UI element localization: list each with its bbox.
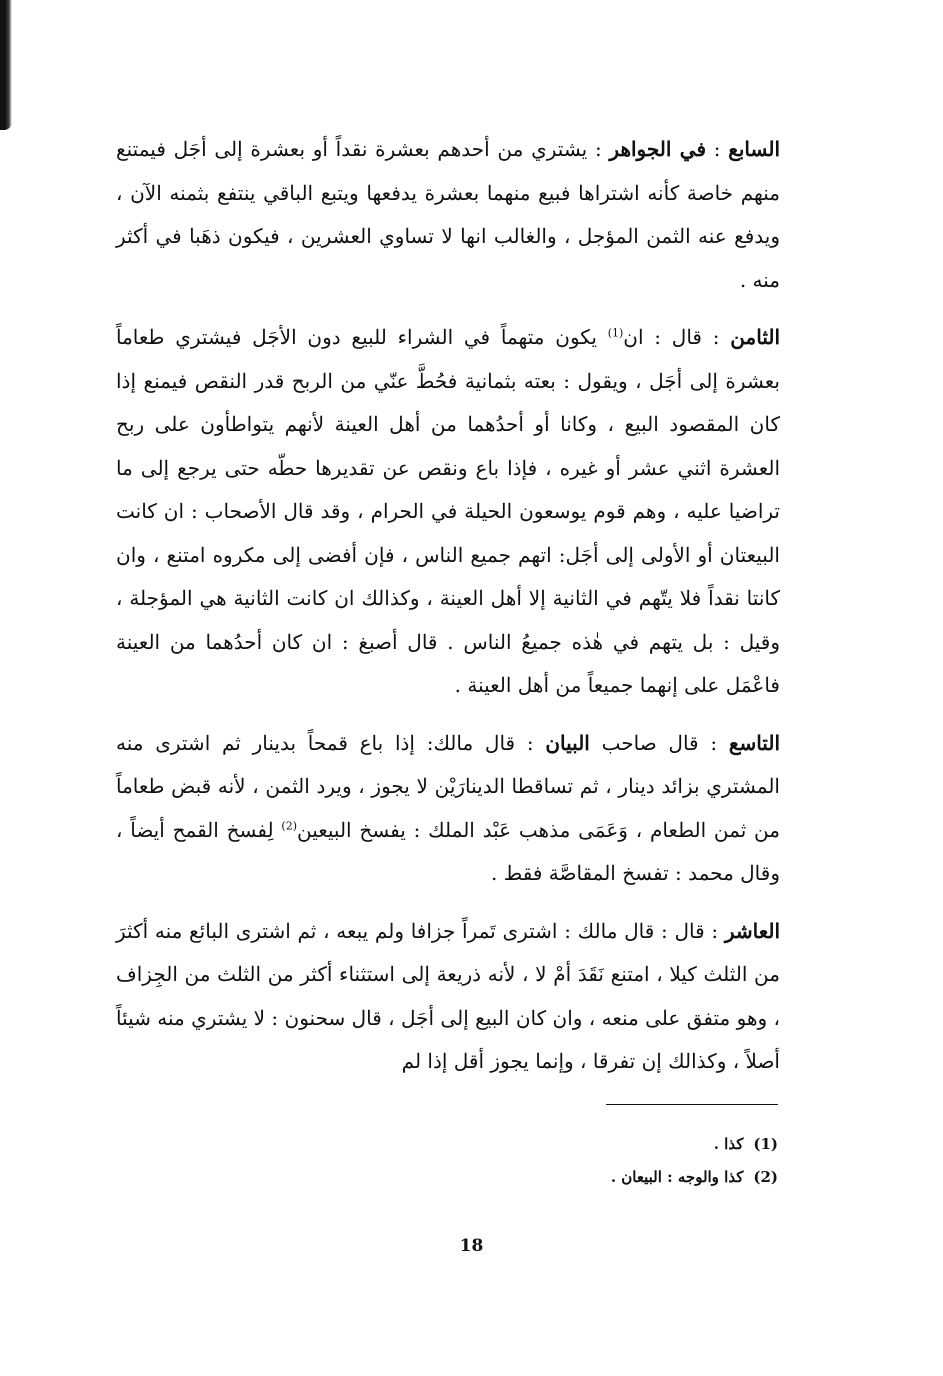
section-heading: السابع <box>728 137 780 161</box>
footnote-text: كذا والوجه : البيعان . <box>610 1168 744 1186</box>
paragraph-text: : قال صاحب <box>589 730 729 755</box>
footnote-number: (1) <box>753 1135 778 1153</box>
paragraph-text: : يشتري من أحدهم بعشرة نقداً أو بعشرة إلى أجَل فيمتنع منهم خاصة كأنه اشتراها فبيع منهما بعشرة يدفعها ويتبع الباقي ينتفع بثمنه الآن ، ويدفع عنه الثمن المؤجل ، والغالب انها لا تساوي العشرين ، فيكون ذهَبا في أكثر منه . <box>116 137 780 292</box>
footnote-marker: (2) <box>281 818 297 832</box>
paragraph <box>116 722 780 896</box>
emphasis-text: في الجواهر <box>609 137 707 161</box>
paragraph <box>116 910 780 1084</box>
page-number: 18 <box>459 1236 484 1256</box>
scan-edge-shadow <box>0 0 12 130</box>
page-body <box>116 128 780 1098</box>
paragraph-text: : <box>706 137 729 161</box>
paragraph-text: : قال : قال مالك : اشترى تَمراً جزافا ولم يبعه ، ثم اشترى البائع منه أكثرَ من الثلث كيلا ، امتنع نَقَدَ أمْ لا ، لأنه ذريعة إلى استثناء أكثر من الثلث من الجِزاف ، وهو متفق على منعه ، وان كان البيع إلى أجَل ، قال سحنون : لا يشتري منه شيئاً أصلاً ، وكذالك إن تفرقا ، وإنما يجوز أقل إذا لم <box>116 918 780 1073</box>
footnote-separator <box>606 1104 778 1105</box>
paragraph <box>116 128 780 302</box>
section-heading: العاشر <box>724 918 780 943</box>
footnote <box>300 1128 778 1161</box>
paragraph-text: : قال مالك: إذا باع قمحاً بدينار ثم اشترى منه المشتري بزائد دينار ، ثم تساقطا الدينارَيْن لا يجوز ، ويرد الثمن ، لأنه قبض طعاماً من ثمن الطعام ، وَعَمَى مذهب عَبْد الملك : يفسخ البيعين <box>116 730 780 842</box>
paragraph <box>116 316 780 708</box>
footnotes <box>300 1128 778 1194</box>
section-heading: الثامن <box>730 325 780 349</box>
paragraph-text: لِفسخ القمح أيضاً ، وقال محمد : تفسخ المقاصَّة فقط . <box>116 817 780 885</box>
section-heading: التاسع <box>728 730 780 755</box>
footnote <box>300 1161 778 1194</box>
footnote-text: كذا . <box>713 1135 744 1153</box>
paragraph-text: يكون متهماً في الشراء للبيع دون الأجَل فيشتري طعاماً بعشرة إلى أجَل ، ويقول : بعته بثمانية فحُطَّ عنّي من الربح قدر النقص فيمنع إذا كان المقصود البيع ، وكانا أو أحدُهما من أهل العينة لأنهم يتواطأون على ربح العشرة اثني عشر أو غيره ، فإذا باع ونقص عن تقديرها حطّه حتى يرجع إلى ما تراضيا عليه ، وهم قوم يوسعون الحيلة في الحرام ، وقد قال الأصحاب : ان كانت البيعتان أو الأولى إلى أجَل: اتهم جميع الناس ، فإن أفضى إلى مكروه امتنع ، وان كانتا نقداً فلا يتّهم في الثانية إلا أهل العينة ، وكذالك ان كانت الثانية هي المؤجلة ، وقيل : بل يتهم في هٰذه جميعُ الناس . قال أصبغ : ان كان أحدُهما من العينة فاعْمَل على إنهما جميعاً من أهل العينة . <box>116 325 781 697</box>
emphasis-text: البيان <box>545 730 590 755</box>
paragraph-text: : قال : ان <box>623 325 731 349</box>
footnote-marker: (1) <box>607 326 624 340</box>
footnote-number: (2) <box>753 1168 778 1186</box>
